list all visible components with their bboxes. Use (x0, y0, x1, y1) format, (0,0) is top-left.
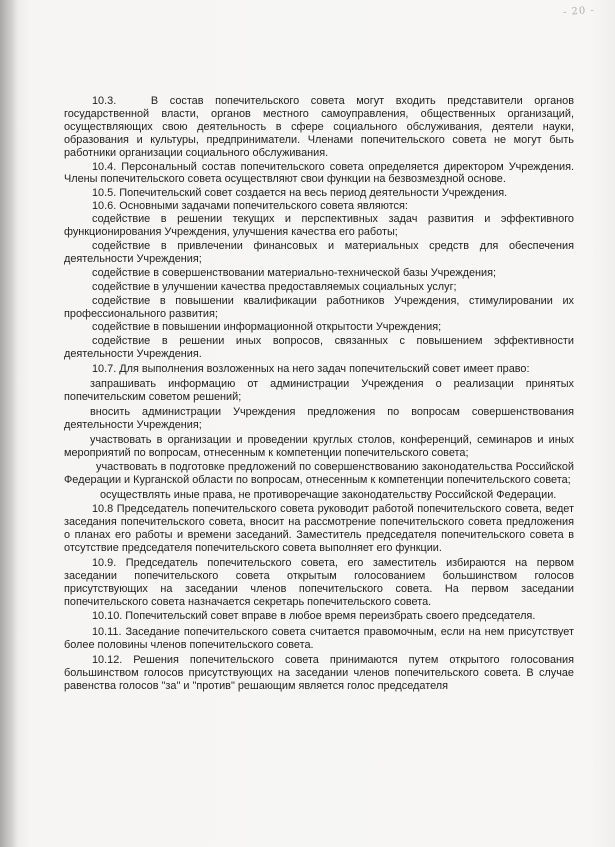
list-item-task-1: содействие в решении текущих и перспективных задач развития и эффективного функционирования Учреждения, улучшения качества его работы; (64, 213, 574, 239)
list-item-task-5: содействие в повышении квалификации работников Учреждения, стимулировании их профессионального развития; (64, 294, 574, 320)
paragraph-10-10: 10.10. Попечительский совет вправе в любое время переизбрать своего председателя. (92, 610, 536, 623)
list-item-right-2: вносить администрации Учреждения предложения по вопросам совершенствования деятельности Учреждения; (64, 405, 574, 431)
document-body (64, 95, 574, 693)
list-item-right-1: запрашивать информацию от администрации Учреждения о реализации принятых попечительским советом решений; (64, 378, 574, 403)
paragraph-10-7: 10.7. Для выполнения возложенных на него задач попечительский совет имеет право: (92, 363, 530, 376)
list-item-right-4: участвовать в подготовке предложений по совершенствованию законодательства Российской Федерации и Курганской области по вопросам, отнесенным к компетенции попечительского совета; (64, 461, 574, 487)
list-item-right-3: участвовать в организации и проведении круглых столов, конференций, семинаров и иных мероприятий по вопросам, отнесенным к компетенции попечительского совета; (64, 433, 574, 459)
paragraph-10-3: 10.3. В состав попечительского совета могут входить представители органов государственной власти, органов местного самоуправления, общественных организаций, осуществляющих свою деятельность в сфере социального обслуживания, деятели науки, образования и культуры, предприниматели. Членами попечительского совета не могут быть работники организации социального обслуживания. (64, 95, 574, 159)
page-binding-shadow (0, 0, 18, 847)
paragraph-10-8: 10.8 Председатель попечительского совета руководит работой попечительского совета, ведет заседания попечительского совета, вносит на рассмотрение попечительского совета предложения о планах его работы и времени заседаний. Заместитель председателя попечительского совета в отсутствие председателя попечительского совета выполняет его функции. (64, 503, 574, 554)
list-item-task-2: содействие в привлечении финансовых и материальных средств для обеспечения деятельности Учреждения; (64, 239, 574, 265)
paragraph-10-9: 10.9. Председатель попечительского совета, его заместитель избираются на первом заседании попечительского совета открытым голосованием большинством голосов присутствующих на заседании членов попечительского совета. На первом заседании попечительского совета назначается секретарь попечительского совета. (64, 556, 574, 608)
list-item-task-6: содействие в повышении информационной открытости Учреждения; (92, 321, 442, 334)
paragraph-10-11: 10.11. Заседание попечительского совета считается правомочным, если на нем присутствует более половины членов попечительского совета. (64, 626, 574, 652)
list-item-task-4: содействие в улучшении качества предоставляемых социальных услуг; (92, 280, 457, 293)
paragraph-10-12: 10.12. Решения попечительского совета принимаются путем открытого голосования большинством голосов присутствующих на заседании членов попечительского совета. В случае равенства голосов "за" и "против" решающим является голос председателя (64, 654, 574, 692)
page-corner-mark: - 20 - (562, 4, 596, 19)
list-item-task-3: содействие в совершенствовании материально-технической базы Учреждения; (92, 266, 497, 279)
list-item-task-7: содействие в решении иных вопросов, связанных с повышением эффективности деятельности Учреждения. (64, 335, 574, 361)
paragraph-10-6: 10.6. Основными задачами попечительского совета являются: (92, 200, 408, 213)
list-item-right-5: осуществлять иные права, не противоречащие законодательству Российской Федерации. (100, 489, 557, 502)
paragraph-10-4: 10.4. Персональный состав попечительского совета определяется директором Учреждения. Члены попечительского совета осуществляют свои функции на безвозмездной основе. (64, 160, 574, 186)
paragraph-10-5: 10.5. Попечительский совет создается на весь период деятельности Учреждения. (92, 187, 508, 200)
